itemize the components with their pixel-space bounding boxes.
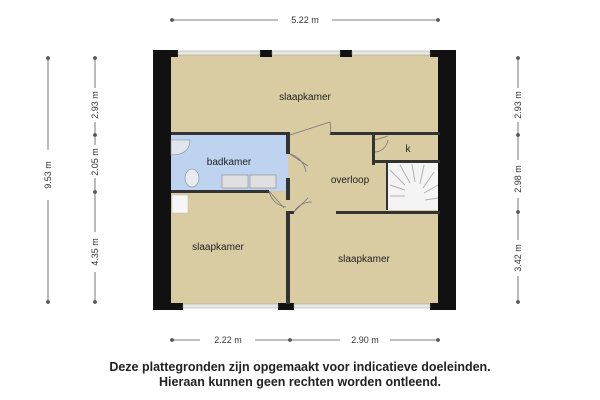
window-top-3 [352, 51, 430, 55]
sink-icon-2 [250, 175, 276, 188]
wall-top-right [430, 50, 456, 57]
room-label-slaapkamer-left: slaapkamer [192, 242, 244, 253]
room-label-slaapkamer-right: slaapkamer [338, 254, 390, 265]
toilet-icon [185, 169, 199, 187]
sink-icon [222, 175, 248, 188]
window-bottom-1 [183, 304, 278, 308]
window-top-1 [178, 51, 260, 55]
window-bottom-2 [294, 304, 430, 308]
disclaimer-line-2: Hieraan kunnen geen rechten worden ontleend. [159, 375, 441, 389]
disclaimer-line-1: Deze plattegronden zijn opgemaakt voor indicatieve doeleinden. [109, 360, 491, 374]
wall-left [153, 50, 171, 310]
window-top-2 [272, 51, 340, 55]
wall-bottom-left [153, 303, 183, 310]
room-label-overloop: overloop [330, 175, 370, 186]
closet-box [172, 195, 188, 213]
dimension-right-seg1: 2.93 m [513, 91, 523, 119]
room-label-badkamer: badkamer [206, 157, 252, 168]
wall-right [438, 50, 456, 310]
dimension-left-seg1: 2.93 m [90, 91, 100, 119]
room-label-k: k [405, 144, 411, 155]
dimension-right-seg3: 3.42 m [513, 244, 523, 272]
wall-top-left [153, 50, 178, 57]
dimension-bottom-left: 2.22 m [214, 335, 242, 345]
room-label-slaapkamer-top: slaapkamer [279, 92, 331, 103]
dimension-left-total: 9.53 m [43, 161, 53, 189]
wall-bottom-mid [278, 303, 294, 310]
dimension-left-seg2: 2.05 m [90, 148, 100, 176]
wall-top-mid [260, 50, 272, 57]
wall-top-mid2 [340, 50, 352, 57]
dimension-bottom-right: 2.90 m [351, 335, 379, 345]
dimension-right-seg2: 2.98 m [513, 165, 523, 193]
staircase-area [388, 162, 440, 210]
dimension-top-width: 5.22 m [291, 15, 319, 25]
dimension-left-seg3: 4.35 m [90, 238, 100, 266]
wall-bottom-right [430, 303, 456, 310]
